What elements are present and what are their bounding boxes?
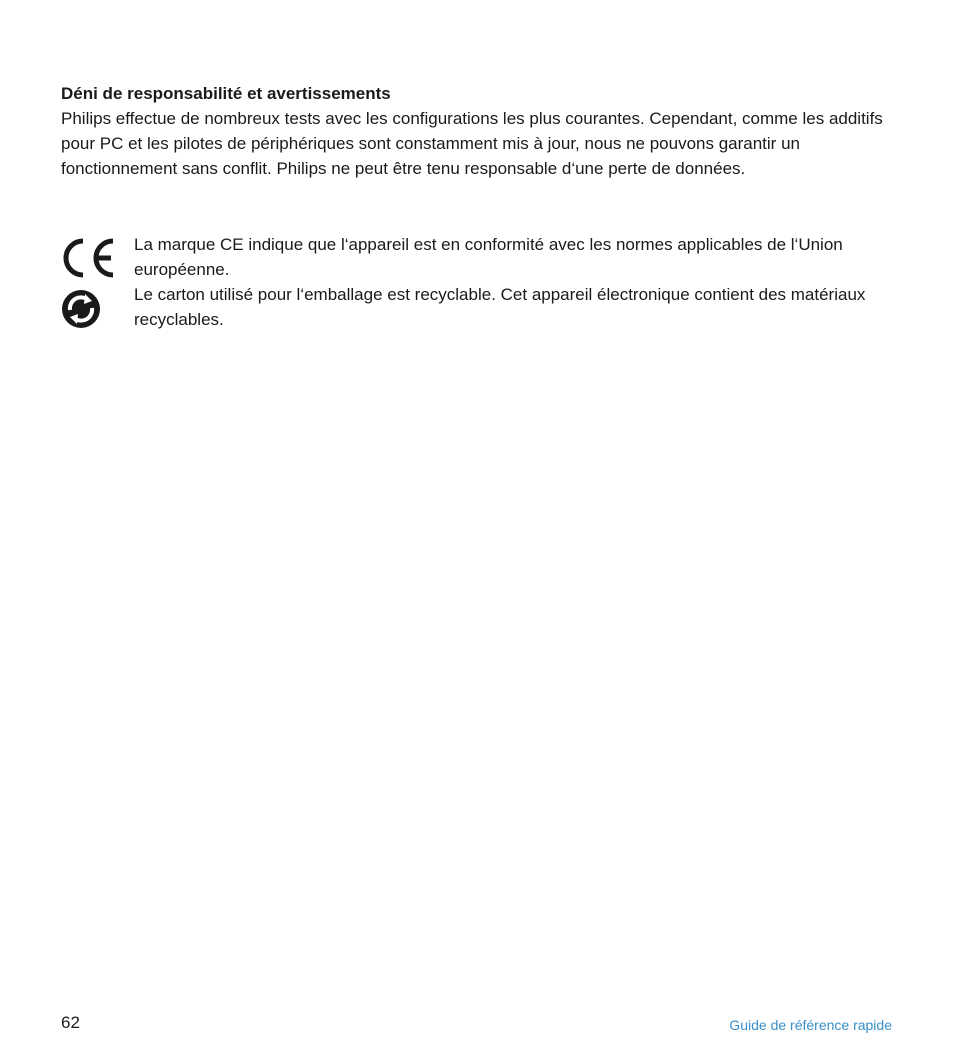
disclaimer-section	[61, 81, 891, 181]
recycle-notice	[61, 282, 891, 332]
page-number: 62	[61, 1013, 80, 1032]
ce-notice-text: La marque CE indique que l‘appareil est en conformité avec les normes applicables de l‘Union européenne.	[134, 235, 843, 279]
section-title: Déni de responsabilité et avertissements	[61, 84, 391, 103]
ce-mark-icon	[61, 232, 134, 282]
recycle-notice-text: Le carton utilisé pour l‘emballage est recyclable. Cet appareil électronique contient des matériaux recyclables.	[134, 285, 866, 329]
green-dot-recycle-icon	[61, 282, 134, 329]
ce-notice	[61, 232, 891, 282]
notices-section	[61, 232, 891, 332]
footer-guide-title: Guide de référence rapide	[729, 1017, 892, 1033]
disclaimer-paragraph: Philips effectue de nombreux tests avec les configurations les plus courantes. Cependant, comme les additifs pour PC et les pilotes de périphériques sont constamment mis à jour, nous ne pouvons garantir un fonctionnement sans conflit. Philips ne peut être tenu responsable d‘une perte de données.	[61, 109, 883, 178]
